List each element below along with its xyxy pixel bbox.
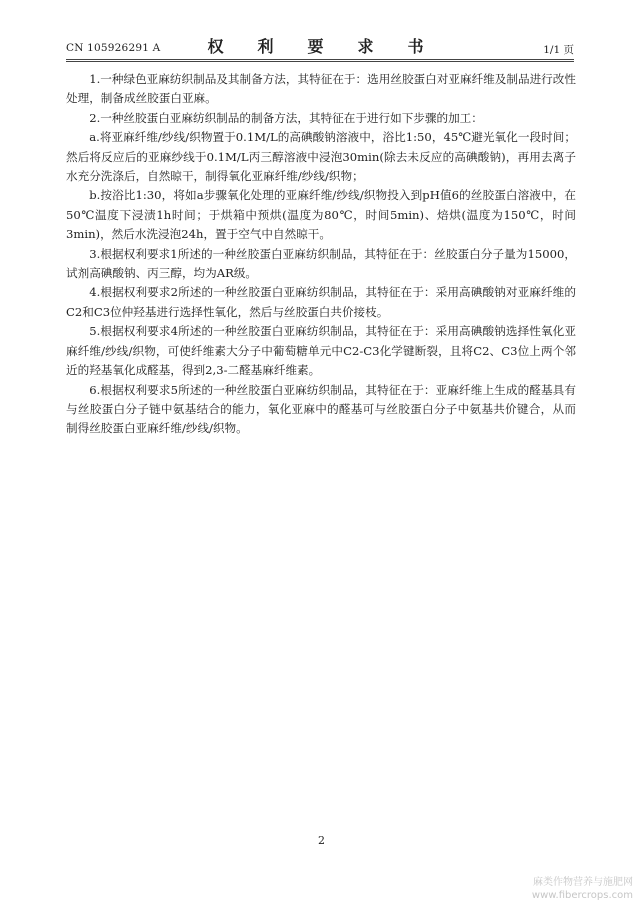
page-number: 2 xyxy=(318,834,325,847)
claim-1: 1.一种绿色亚麻纺织制品及其制备方法，其特征在于：选用丝胶蛋白对亚麻纤维及制品进行改性处理，制备成丝胶蛋白亚麻。 xyxy=(66,72,576,106)
claim-4: 4.根据权利要求2所述的一种丝胶蛋白亚麻纺织制品，其特征在于：采用高碘酸钠对亚麻纤维的C2和C3位仲羟基进行选择性氧化，然后与丝胶蛋白共价接枝。 xyxy=(66,285,576,319)
header-rule-thick xyxy=(66,61,574,62)
claim-2: 2.一种丝胶蛋白亚麻纺织制品的制备方法，其特征在于进行如下步骤的加工： xyxy=(89,110,483,125)
watermark-site-name: 麻类作物营养与施肥网 xyxy=(533,877,633,888)
header-rule-thin xyxy=(66,59,574,60)
watermark-url: www.fibercrops.com xyxy=(531,890,633,901)
page-header xyxy=(66,34,574,58)
claim-5: 5.根据权利要求4所述的一种丝胶蛋白亚麻纺织制品，其特征在于：采用高碘酸钠选择性氧化亚麻纤维/纱线/织物，可使纤维素大分子中葡萄糖单元中C2-C3化学键断裂，且将C2、C3位上两个邻近的羟基氧化成醛基，得到2,3-二醛基麻纤维素。 xyxy=(66,324,576,378)
claim-3: 3.根据权利要求1所述的一种丝胶蛋白亚麻纺织制品，其特征在于：丝胶蛋白分子量为15000，试剂高碘酸钠、丙三醇，均为AR级。 xyxy=(66,246,576,281)
document-title: 权 利 要 求 书 xyxy=(207,37,433,56)
claims-body xyxy=(66,70,576,439)
document-number: CN 105926291 A xyxy=(66,42,161,54)
claim-2-step-b: b.按浴比1:30，将如a步骤氧化处理的亚麻纤维/纱线/织物投入到pH值6的丝胶蛋白溶液中，在50℃温度下浸渍1h时间；于烘箱中预烘(温度为80℃，时间5min)、焙烘(温度为150℃，时间3min)，然后水洗浸泡24h，置于空气中自然晾干。 xyxy=(66,188,576,242)
page-count: 1/1 页 xyxy=(543,44,574,56)
claim-6: 6.根据权利要求5所述的一种丝胶蛋白亚麻纺织制品，其特征在于：亚麻纤维上生成的醛基具有与丝胶蛋白分子链中氨基结合的能力，氧化亚麻中的醛基可与丝胶蛋白分子中氨基共价键合，从而制得丝胶蛋白亚麻纤维/纱线/织物。 xyxy=(66,382,576,436)
watermark xyxy=(532,876,633,902)
claim-2-step-a: a.将亚麻纤维/纱线/织物置于0.1M/L的高碘酸钠溶液中，浴比1:50，45℃避光氧化一段时间；然后将反应后的亚麻纱线于0.1M/L丙三醇溶液中浸泡30min(除去未反应的高碘酸钠)，再用去离子水充分洗涤后，自然晾干，制得氧化亚麻纤维/纱线/织物； xyxy=(66,130,576,184)
